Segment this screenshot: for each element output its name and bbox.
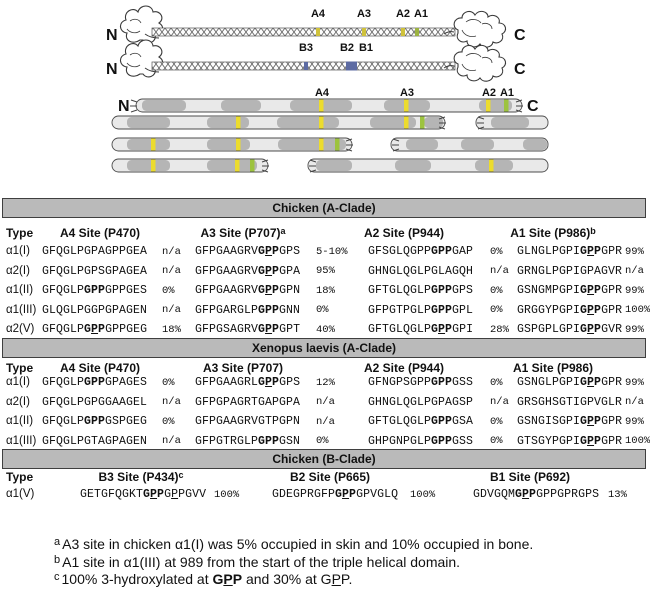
occupancy-cell: 99% [625, 323, 644, 336]
site-label-b3: B3 [298, 42, 314, 54]
site-label-a1: A1 [499, 87, 515, 99]
occupancy-cell: 0% [162, 284, 175, 297]
sequence-cell: GFTGLQGLPGPPGSA [368, 415, 474, 429]
row-type-label: α1(III) [6, 303, 37, 316]
sequence-cell: GSNGLPGPIGPPGPR [517, 376, 623, 389]
column-header-type: Type [6, 361, 34, 375]
sequence-cell: GLNGLPGPIGPPGPR [517, 245, 623, 258]
sequence-cell: GETGFQGKTGPPGPPGVV [80, 488, 207, 501]
sequence-cell: GSPGPLGPIGPPGVR [517, 323, 623, 337]
occupancy-cell: 0% [490, 284, 503, 297]
footnote-c [54, 571, 352, 587]
sequence-cell: GFPGTRGLPGPPGSN [195, 434, 301, 448]
sequence-cell: GHNGLQGLPGPAGSP [368, 395, 474, 409]
sequence-cell: GRGGYPGPIGPPGPR [517, 303, 623, 317]
column-header-type: Type [6, 470, 34, 484]
sequence-cell: GDVGQMGPPGPPGPRGPS [473, 488, 600, 501]
sequence-cell: GTSGYPGPIGPPGPR [517, 434, 623, 448]
occupancy-cell: n/a [316, 396, 335, 409]
row-type-label: α2(I) [6, 264, 30, 277]
footnote-b [54, 554, 460, 570]
site-label-a3: A3 [399, 87, 415, 99]
sequence-cell: GDEGPRGFPGPPGPVGLQ [272, 488, 399, 501]
sequence-cell: GFQGLPGPAGPPGEA [42, 245, 148, 258]
sequence-cell: GRSGHSGTIGPVGLR [517, 395, 623, 409]
occupancy-cell: 28% [490, 323, 509, 336]
site-label-a4: A4 [310, 8, 326, 20]
column-header: A3 Site $(P707)^a$ [200, 226, 286, 240]
site-label-a3: A3 [356, 8, 372, 20]
n-terminus-label: N [118, 98, 130, 115]
occupancy-cell: 100% [625, 304, 650, 317]
column-header: A3 Site (P707) [202, 361, 284, 375]
sequence-cell: GFQGLPGPPGPAGES [42, 376, 148, 389]
c-terminus-label: C [527, 98, 539, 115]
occupancy-cell: 100% [625, 435, 650, 448]
footnote-text: 100% 3-hydroxylated at GPP and 30% at GPP. [61, 571, 353, 587]
footnote-text: A3 site in chicken α1(I) was 5% occupied in skin and 10% occupied in bone. [62, 536, 534, 552]
occupancy-cell: n/a [490, 396, 509, 409]
column-header-type: Type [6, 226, 34, 240]
column-header: B3 Site $(P434)^c$ [98, 470, 184, 484]
sequence-cell: GHNGLQGLPGLAGQH [368, 264, 474, 278]
sequence-cell: GFTGLQGLPGPPGPI [368, 323, 474, 337]
occupancy-cell: 40% [316, 323, 335, 336]
occupancy-cell: n/a [490, 265, 509, 278]
sequence-cell: GFQGLPGPPGPPGEG [42, 323, 148, 337]
row-type-label: α2(I) [6, 395, 30, 408]
row-type-label: α1(I) [6, 245, 30, 257]
occupancy-cell: 0% [316, 435, 329, 448]
column-header: A4 Site (P470) [59, 226, 141, 240]
occupancy-cell: n/a [316, 415, 335, 428]
column-header: A1 Site (P986) [512, 361, 594, 375]
row-type-label: α1(III) [6, 434, 37, 447]
row-type-label: α1(V) [6, 488, 35, 500]
column-header: A2 Site (P944) [363, 361, 445, 375]
footnote-marker: c [54, 571, 60, 583]
row-type-label: α1(I) [6, 376, 30, 388]
column-header: B1 Site (P692) [489, 470, 571, 484]
sequence-cell: GFQGLPGPPGSPGEG [42, 415, 148, 429]
sequence-cell: GFQGLPGPSGPAGEA [42, 264, 148, 278]
sequence-cell: GFQGLPGPGGAAGEL [42, 395, 148, 409]
n-terminus-label: N [106, 27, 118, 44]
sequence-cell: GSNGMPGPIGPPGPR [517, 284, 623, 298]
occupancy-cell: 0% [162, 376, 175, 389]
sequence-cell: GSNGISGPIGPPGPR [517, 415, 623, 429]
c-terminus-label: C [514, 61, 526, 78]
column-header: B2 Site (P665) [289, 470, 371, 484]
footnote-text: A1 site in α1(III) at 989 from the start of the triple helical domain. [62, 554, 461, 570]
site-label-b1: B1 [358, 42, 374, 54]
occupancy-cell: 100% [410, 488, 436, 501]
sequence-cell: GFSGLQGPPGPPGAP [368, 245, 474, 258]
sequence-cell: GLQGLPGGPGPAGEN [42, 303, 148, 317]
sequence-cell: GFQGLPGPPGPPGES [42, 284, 148, 298]
occupancy-cell: 0% [490, 304, 503, 317]
occupancy-cell: 18% [316, 284, 335, 297]
column-header: A4 Site (P470) [59, 361, 141, 375]
footnote-marker: b [54, 554, 61, 566]
occupancy-cell: n/a [625, 265, 644, 278]
sequence-cell: GFPGAAGRVGPPGPA [195, 264, 301, 278]
column-header: A1 Site $(P986)^b$ [510, 226, 596, 240]
site-label-a4: A4 [314, 87, 330, 99]
sequence-cell: GHPGNPGLPGPPGSS [368, 434, 474, 448]
sequence-cell: GFPGAAGRVGPPGPN [195, 284, 301, 298]
sequence-cell: GFPGPAGRTGAPGPA [195, 395, 301, 409]
occupancy-cell: 0% [490, 376, 503, 389]
occupancy-cell: 0% [316, 304, 329, 317]
occupancy-cell: 99% [625, 415, 644, 428]
table-section-title: Xenopus laevis (A-Clade) [2, 338, 646, 358]
sequence-cell: GFTGLQGLPGPPGPS [368, 284, 474, 298]
sequence-cell: GFNGPSGPPGPPGSS [368, 376, 474, 389]
n-terminus-label: N [106, 61, 118, 78]
occupancy-cell: 0% [162, 415, 175, 428]
sequence-cell: GFPGTPGLPGPPGPL [368, 303, 474, 317]
occupancy-cell: 99% [625, 245, 644, 258]
occupancy-cell: 0% [490, 245, 503, 258]
table-section-title: Chicken (B-Clade) [2, 449, 646, 469]
occupancy-cell: n/a [162, 245, 181, 258]
occupancy-cell: 13% [608, 488, 627, 501]
occupancy-cell: n/a [162, 396, 181, 409]
occupancy-cell: 18% [162, 323, 181, 336]
sequence-cell: GFPGAAGRVGTPGPN [195, 415, 301, 429]
occupancy-cell: 95% [316, 265, 335, 278]
occupancy-cell: n/a [625, 396, 644, 409]
footnote-marker: a [54, 536, 61, 548]
occupancy-cell: 99% [625, 284, 644, 297]
column-header: A2 Site (P944) [363, 226, 445, 240]
sequence-cell: GFPGAAGRLGPPGPS [195, 376, 301, 389]
footnote-a [54, 536, 533, 552]
occupancy-cell: 0% [490, 435, 503, 448]
site-label-a1: A1 [413, 8, 429, 20]
sequence-cell: GRNGLPGPIGPAGVR [517, 264, 623, 278]
sequence-cell: GFPGSAGRVGPPGPT [195, 323, 301, 337]
row-type-label: α2(V) [6, 323, 35, 336]
table-section-title: Chicken (A-Clade) [2, 198, 646, 218]
sequence-cell: GFPGAAGRVGPPGPS [195, 245, 301, 258]
occupancy-cell: n/a [162, 435, 181, 448]
occupancy-cell: n/a [162, 265, 181, 278]
occupancy-cell: 5-10% [316, 245, 348, 258]
row-type-label: α1(II) [6, 415, 34, 428]
occupancy-cell: n/a [162, 304, 181, 317]
occupancy-cell: 12% [316, 376, 335, 389]
occupancy-cell: 0% [490, 415, 503, 428]
site-label-a2: A2 [481, 87, 497, 99]
site-label-a2: A2 [395, 8, 411, 20]
sequence-cell: GFQGLPGTAGPAGEN [42, 434, 148, 448]
c-terminus-label: C [514, 27, 526, 44]
occupancy-cell: 99% [625, 376, 644, 389]
occupancy-cell: 100% [214, 488, 240, 501]
row-type-label: α1(II) [6, 284, 34, 297]
sequence-cell: GFPGARGLPGPPGNN [195, 303, 301, 317]
site-label-b2: B2 [339, 42, 355, 54]
